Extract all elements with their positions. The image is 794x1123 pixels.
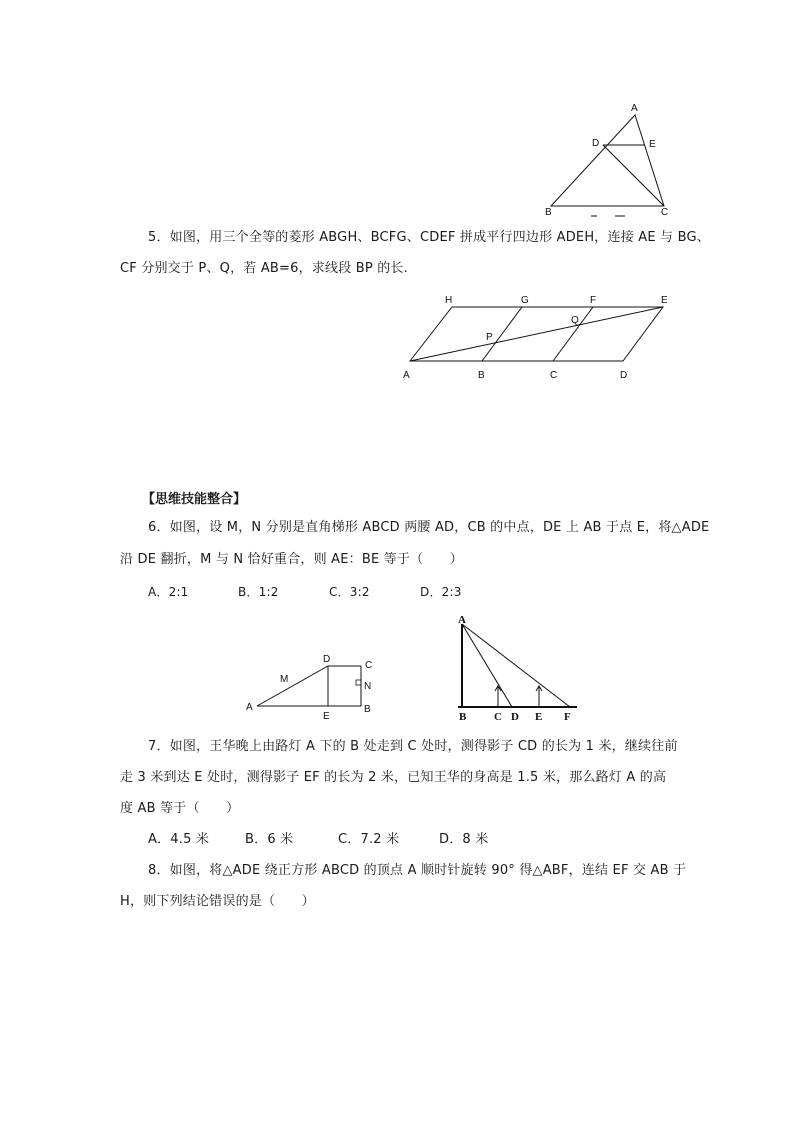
- q7-line2: 走 3 米到达 E 处时，测得影子 EF 的长为 2 米，已知王华的身高是 1.5 米，那么路灯 A 的高: [120, 770, 667, 785]
- q6-line2: 沿 DE 翻折，M 与 N 恰好重合，则 AE：BE 等于（ ）: [120, 552, 463, 567]
- q6-option-c: C．3:2: [329, 585, 370, 599]
- label-A: A: [246, 702, 253, 713]
- label-E: E: [649, 139, 656, 150]
- q5-line2: CF 分别交于 P、Q，若 AB=6，求线段 BP 的长.: [120, 261, 408, 276]
- q6-option-b: B．1:2: [238, 585, 279, 599]
- label-F: F: [590, 295, 597, 306]
- label-B: B: [545, 207, 552, 218]
- label-B: B: [364, 704, 371, 715]
- label-F: F: [564, 711, 571, 723]
- q8-line1: 8．如图，将△ADE 绕正方形 ABCD 的顶点 A 顺时针旋转 90° 得△ABF，连结 EF 交 AB 于: [148, 863, 687, 878]
- q6-option-a: A．2:1: [148, 585, 189, 599]
- label-C: C: [550, 370, 558, 381]
- label-A: A: [458, 614, 466, 626]
- label-P: P: [486, 332, 493, 343]
- label-D: D: [323, 654, 331, 665]
- triangle-figure: [535, 98, 680, 223]
- label-A: A: [403, 370, 410, 381]
- lamp-figure: [450, 612, 585, 724]
- q7-option-b: B．6 米: [245, 832, 294, 847]
- label-D: D: [620, 370, 628, 381]
- label-N: N: [364, 681, 372, 692]
- parallelogram-figure: [398, 290, 683, 385]
- label-E: E: [535, 711, 543, 723]
- label-B: B: [478, 370, 485, 381]
- label-A: A: [631, 103, 638, 114]
- label-C: C: [661, 207, 669, 218]
- label-D: D: [511, 711, 519, 723]
- label-H: H: [445, 295, 453, 306]
- q7-option-c: C．7.2 米: [338, 832, 400, 847]
- section-heading: 【思维技能整合】: [142, 492, 247, 507]
- q5-line1: 5．如图，用三个全等的菱形 ABGH、BCFG、CDEF 拼成平行四边形 ADEH，连接 AE 与 BG、: [148, 230, 710, 245]
- label-G: G: [521, 295, 529, 306]
- label-E: E: [661, 295, 668, 306]
- label-C: C: [365, 660, 373, 671]
- q7-option-d: D．8 米: [439, 832, 489, 847]
- label-Q: Q: [571, 315, 579, 326]
- label-M: M: [280, 674, 289, 685]
- q7-line1: 7．如图，王华晚上由路灯 A 下的 B 处走到 C 处时，测得影子 CD 的长为 1 米，继续往前: [148, 739, 678, 754]
- q8-line2: H，则下列结论错误的是（ ）: [120, 894, 315, 909]
- q6-line1: 6．如图，设 M，N 分别是直角梯形 ABCD 两腰 AD，CB 的中点，DE 上 AB 于点 E，将△ADE: [148, 520, 710, 535]
- label-E: E: [323, 711, 330, 722]
- trapezoid-figure: [243, 652, 383, 724]
- label-D: D: [592, 138, 600, 149]
- q7-line3: 度 AB 等于（ ）: [120, 801, 240, 816]
- q6-option-d: D．2:3: [420, 585, 462, 599]
- label-C: C: [494, 711, 502, 723]
- q7-option-a: A．4.5 米: [148, 832, 210, 847]
- label-B: B: [459, 711, 467, 723]
